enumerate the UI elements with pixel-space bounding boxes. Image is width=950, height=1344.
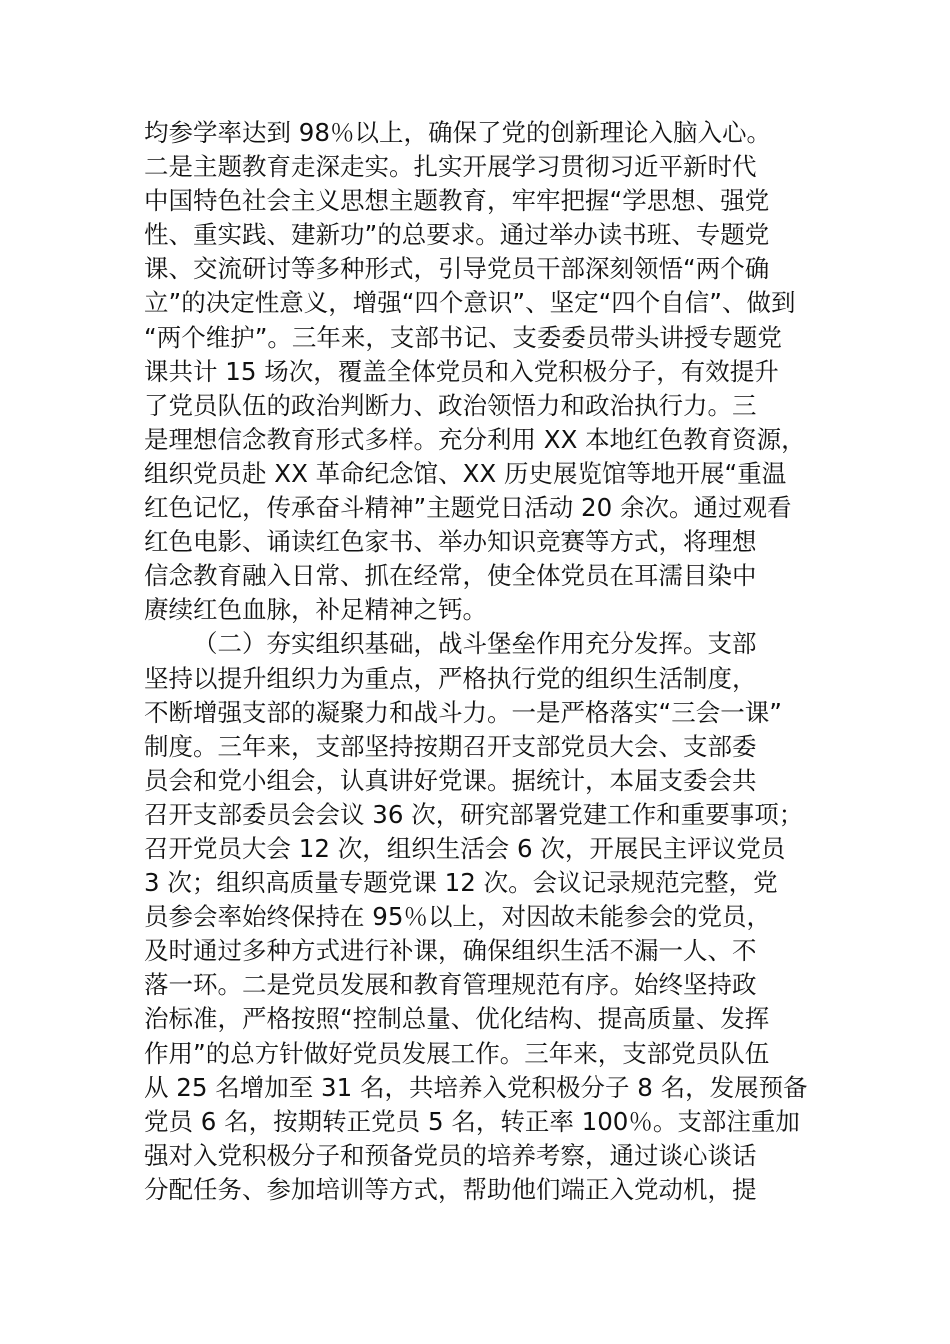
text-line: 落一环。二是党员发展和教育管理规范有序。始终坚持政	[144, 970, 757, 1000]
text-line: 制度。三年来，支部坚持按期召开支部党员大会、支部委	[144, 731, 757, 761]
text-line: 信念教育融入日常、抓在经常，使全体党员在耳濡目染中	[144, 561, 757, 591]
text-line: 员参会率始终保持在 95％以上，对因故未能参会的党员，	[144, 902, 771, 932]
text-line: “两个维护”。三年来，支部书记、支委委员带头讲授专题党	[144, 322, 782, 352]
text-line: 党员 6 名，按期转正党员 5 名，转正率 100％。支部注重加	[144, 1106, 800, 1136]
text-line: 召开支部委员会会议 36 次，研究部署党建工作和重要事项；	[144, 799, 804, 829]
text-line: 立”的决定性意义，增强“四个意识”、坚定“四个自信”、做到	[144, 288, 796, 318]
text-line: 课共计 15 场次，覆盖全体党员和入党积极分子，有效提升	[144, 356, 779, 386]
text-line: 红色记忆，传承奋斗精神”主题党日活动 20 余次。通过观看	[144, 493, 792, 523]
text-line: 从 25 名增加至 31 名，共培养入党积极分子 8 名，发展预备	[144, 1072, 808, 1102]
text-line: 红色电影、诵读红色家书、举办知识竞赛等方式，将理想	[144, 527, 757, 557]
text-line: 二是主题教育走深走实。扎实开展学习贯彻习近平新时代	[144, 152, 757, 182]
document-body	[144, 116, 834, 1207]
text-line: 课、交流研讨等多种形式，引导党员干部深刻领悟“两个确	[144, 254, 770, 284]
text-line: 是理想信念教育形式多样。充分利用 XX 本地红色教育资源，	[144, 424, 806, 454]
text-line: 赓续红色血脉，补足精神之钙。	[144, 595, 487, 625]
text-line: 不断增强支部的凝聚力和战斗力。一是严格落实“三会一课”	[144, 697, 782, 727]
text-line: 均参学率达到 98％以上，确保了党的创新理论入脑入心。	[144, 118, 771, 147]
text-line: 性、重实践、建新功”的总要求。通过举办读书班、专题党	[144, 220, 770, 250]
text-line: 召开党员大会 12 次，组织生活会 6 次，开展民主评议党员	[144, 833, 786, 863]
text-line: 分配任务、参加培训等方式，帮助他们端正入党动机，提	[144, 1174, 757, 1204]
text-line: 强对入党积极分子和预备党员的培养考察，通过谈心谈话	[144, 1140, 757, 1170]
text-line: 了党员队伍的政治判断力、政治领悟力和政治执行力。三	[144, 390, 757, 420]
text-line: 员会和党小组会，认真讲好党课。据统计，本届支委会共	[144, 765, 757, 795]
text-line: 及时通过多种方式进行补课，确保组织生活不漏一人、不	[144, 936, 757, 966]
text-line: 组织党员赴 XX 革命纪念馆、XX 历史展览馆等地开展“重温	[144, 458, 787, 488]
text-line: 治标准，严格按照“控制总量、优化结构、提高质量、发挥	[144, 1004, 770, 1034]
text-line: 中国特色社会主义思想主题教育，牢牢把握“学思想、强党	[144, 186, 770, 216]
text-line: 作用”的总方针做好党员发展工作。三年来，支部党员队伍	[144, 1038, 770, 1068]
text-line: 3 次；组织高质量专题党课 12 次。会议记录规范完整，党	[144, 868, 778, 898]
paragraph-heading-line: （二）夯实组织基础，战斗堡垒作用充分发挥。支部	[193, 629, 757, 659]
text-line: 坚持以提升组织力为重点，严格执行党的组织生活制度，	[144, 663, 757, 693]
